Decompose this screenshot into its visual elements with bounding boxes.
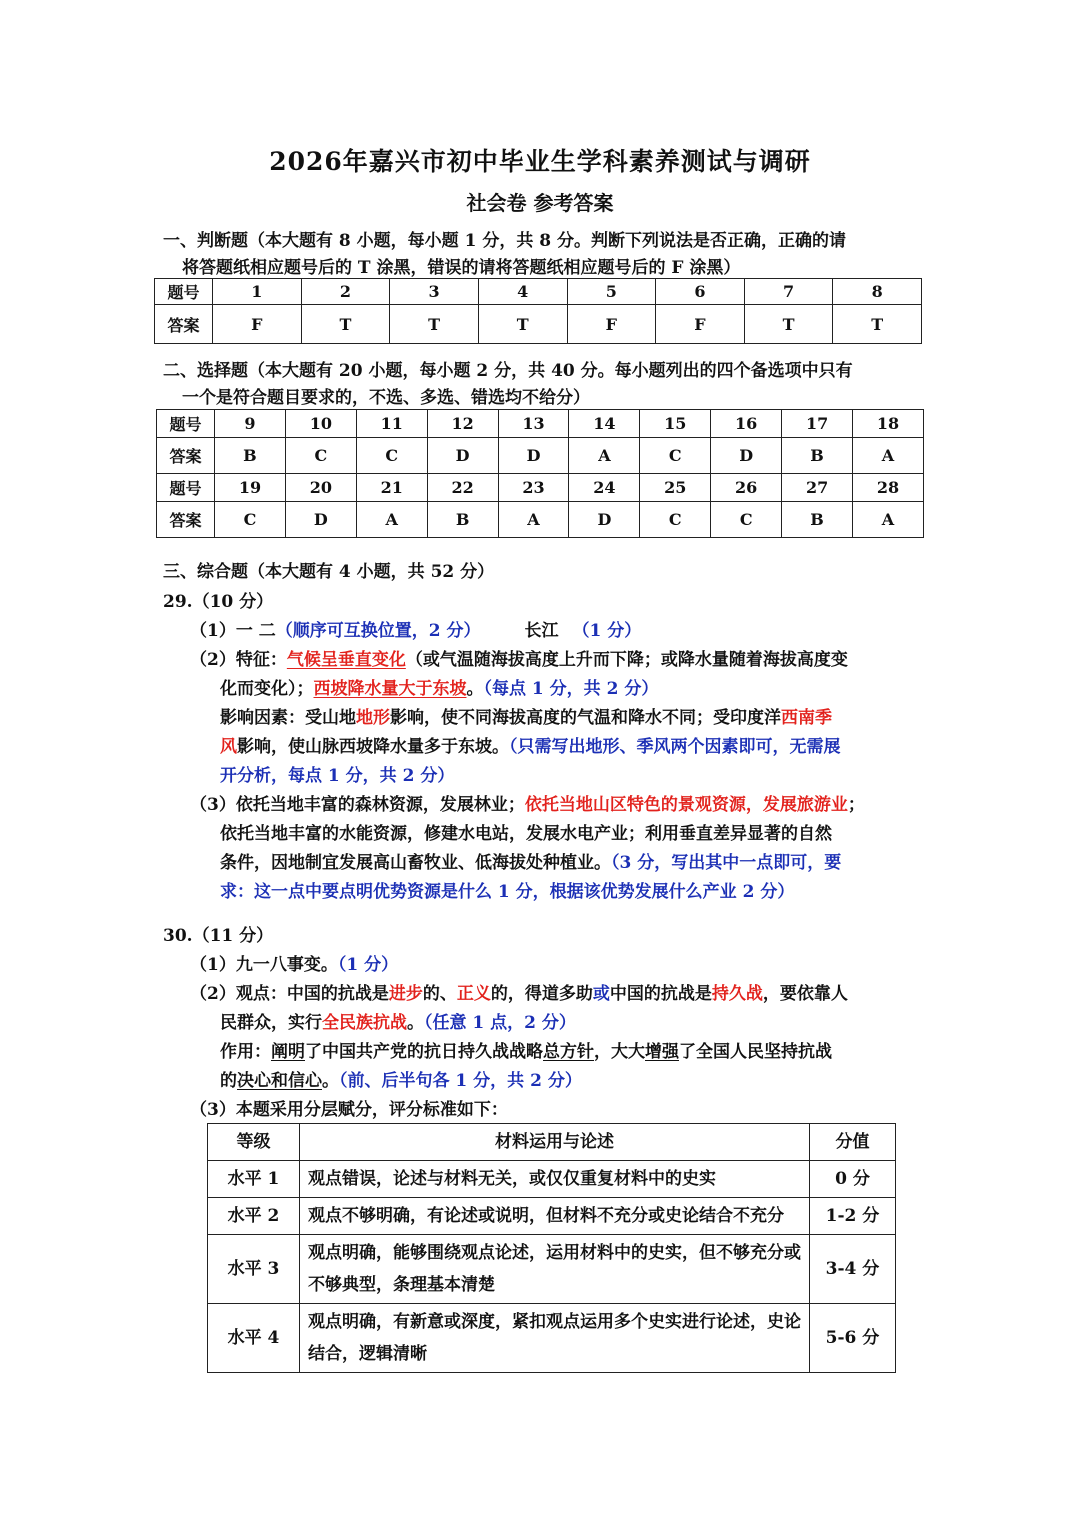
answer-cell: T: [478, 305, 567, 344]
question-number: 4: [478, 279, 567, 305]
question-number: 28: [853, 474, 924, 502]
row-label: 答案: [157, 438, 215, 474]
answer-cell: F: [213, 305, 302, 344]
answer-cell: C: [640, 438, 711, 474]
answer-cell: C: [356, 438, 427, 474]
score-cell: 3-4 分: [810, 1235, 896, 1304]
answer-cell: A: [853, 502, 924, 538]
question-number: 6: [656, 279, 745, 305]
answer-cell: F: [656, 305, 745, 344]
answer-cell: T: [833, 305, 922, 344]
question-number: 8: [833, 279, 922, 305]
choice-number-row: [157, 410, 924, 438]
column-header: 材料运用与论述: [300, 1124, 810, 1161]
question-number: 10: [285, 410, 356, 438]
q29-part3: （3）依托当地丰富的森林资源，发展林业；依托当地山区特色的景观资源，发展旅游业； 依托当地丰富的水能资源，修建水电站，发展水电产业；利用垂直差异显著的自然 条件，因地制宜发展高山畜牧业、低海拔处种植业。（3 分，写出其中一点即可，要 求：这一点中要点明优势资源是什么 1 分，根据该优势发展什么产业 2 分）: [190, 795, 865, 902]
level-cell: 水平 4: [208, 1304, 300, 1373]
answer-cell: B: [782, 438, 853, 474]
page-subtitle: 社会卷 参考答案: [466, 191, 614, 215]
answer-cell: D: [285, 502, 356, 538]
q30-part1: （1）九一八事变。（1 分）: [190, 955, 399, 975]
choice-answer-table: [156, 409, 924, 538]
section-1-heading: 一、判断题（本大题有 8 小题，每小题 1 分，共 8 分。判断下列说法是否正确，正确的请 将答题纸相应题号后的 T 涂黑，错误的请将答题纸相应题号后的 F 涂黑）: [163, 231, 846, 278]
section-2-heading: 二、选择题（本大题有 20 小题，每小题 2 分，共 40 分。每小题列出的四个备选项中只有 一个是符合题目要求的，不选、多选、错选均不给分）: [163, 361, 853, 408]
row-label: 答案: [157, 502, 215, 538]
page-title: 2026年嘉兴市初中毕业生学科素养测试与调研: [269, 147, 811, 176]
answer-cell: T: [390, 305, 479, 344]
level-cell: 水平 2: [208, 1198, 300, 1235]
question-number: 27: [782, 474, 853, 502]
answer-cell: T: [744, 305, 833, 344]
answer-cell: D: [711, 438, 782, 474]
question-number: 5: [567, 279, 656, 305]
answer-cell: D: [498, 438, 569, 474]
q29-part1: （1）一 二（顺序可互换位置，2 分） 长江 （1 分）: [190, 621, 642, 641]
answer-cell: T: [301, 305, 390, 344]
question-number: 15: [640, 410, 711, 438]
answer-cell: C: [640, 502, 711, 538]
level-cell: 水平 1: [208, 1161, 300, 1198]
question-number: 13: [498, 410, 569, 438]
question-number: 20: [285, 474, 356, 502]
question-number: 7: [744, 279, 833, 305]
question-number: 2: [301, 279, 390, 305]
description-cell: 观点明确，能够围绕观点论述，运用材料中的史实，但不够充分或不够典型，条理基本清楚: [300, 1235, 810, 1304]
question-number: 14: [569, 410, 640, 438]
answer-cell: A: [498, 502, 569, 538]
answer-cell: B: [782, 502, 853, 538]
description-cell: 观点不够明确，有论述或说明，但材料不充分或史论结合不充分: [300, 1198, 810, 1235]
score-cell: 5-6 分: [810, 1304, 896, 1373]
question-number: 1: [213, 279, 302, 305]
table-row: [208, 1304, 896, 1373]
score-cell: 0 分: [810, 1161, 896, 1198]
question-number: 21: [356, 474, 427, 502]
choice-answer-row: [157, 438, 924, 474]
scoring-levels-table: [207, 1123, 896, 1373]
question-number: 18: [853, 410, 924, 438]
q29-part2: （2）特征：气候呈垂直变化（或气温随海拔高度上升而下降；或降水量随着海拔高度变 化而变化）；西坡降水量大于东坡。（每点 1 分，共 2 分） 影响因素：受山地地形影响，使不同海拔高度的气温和降水不同；受印度洋西南季 风影响，使山脉西坡降水量多于东坡。（只需写出地形、季风两个因素即可，无需展 开分析，每点 1 分，共 2 分）: [190, 650, 848, 786]
answer-cell: C: [215, 502, 286, 538]
answer-cell: D: [427, 438, 498, 474]
question-number: 23: [498, 474, 569, 502]
question-number: 12: [427, 410, 498, 438]
question-number: 17: [782, 410, 853, 438]
choice-number-row: [157, 474, 924, 502]
question-number: 19: [215, 474, 286, 502]
table-header-row: [208, 1124, 896, 1161]
row-label: 题号: [155, 279, 213, 305]
answer-cell: B: [427, 502, 498, 538]
answer-cell: C: [285, 438, 356, 474]
question-number: 3: [390, 279, 479, 305]
question-number: 9: [215, 410, 286, 438]
row-label: 答案: [155, 305, 213, 344]
question-number: 22: [427, 474, 498, 502]
column-header: 等级: [208, 1124, 300, 1161]
table-row: [208, 1198, 896, 1235]
question-number: 16: [711, 410, 782, 438]
judgment-answer-table: [154, 278, 922, 344]
judgment-answer-row: [155, 305, 922, 344]
section-3-heading: 三、综合题（本大题有 4 小题，共 52 分）: [163, 562, 495, 582]
q30-part3: （3）本题采用分层赋分，评分标准如下：: [190, 1100, 508, 1120]
row-label: 题号: [157, 474, 215, 502]
description-cell: 观点错误，论述与材料无关，或仅仅重复材料中的史实: [300, 1161, 810, 1198]
q30-part2: （2）观点：中国的抗战是进步的、正义的，得道多助或中国的抗战是持久战，要依靠人 民群众，实行全民族抗战。（任意 1 点，2 分） 作用：阐明了中国共产党的抗日持久战战略总方针，大大增强了全国人民坚持抗战 的决心和信心。（前、后半句各 1 分，共 2 分）: [190, 984, 848, 1091]
choice-answer-row: [157, 502, 924, 538]
answer-cell: A: [853, 438, 924, 474]
judgment-number-row: [155, 279, 922, 305]
answer-cell: A: [356, 502, 427, 538]
level-cell: 水平 3: [208, 1235, 300, 1304]
q29-heading: 29.（10 分）: [163, 592, 274, 612]
table-row: [208, 1235, 896, 1304]
question-number: 26: [711, 474, 782, 502]
q30-heading: 30.（11 分）: [163, 926, 274, 946]
question-number: 11: [356, 410, 427, 438]
answer-cell: B: [215, 438, 286, 474]
answer-cell: F: [567, 305, 656, 344]
description-cell: 观点明确，有新意或深度，紧扣观点运用多个史实进行论述，史论结合，逻辑清晰: [300, 1304, 810, 1373]
row-label: 题号: [157, 410, 215, 438]
question-number: 24: [569, 474, 640, 502]
answer-cell: D: [569, 502, 640, 538]
score-cell: 1-2 分: [810, 1198, 896, 1235]
column-header: 分值: [810, 1124, 896, 1161]
answer-cell: A: [569, 438, 640, 474]
answer-cell: C: [711, 502, 782, 538]
question-number: 25: [640, 474, 711, 502]
table-row: [208, 1161, 896, 1198]
